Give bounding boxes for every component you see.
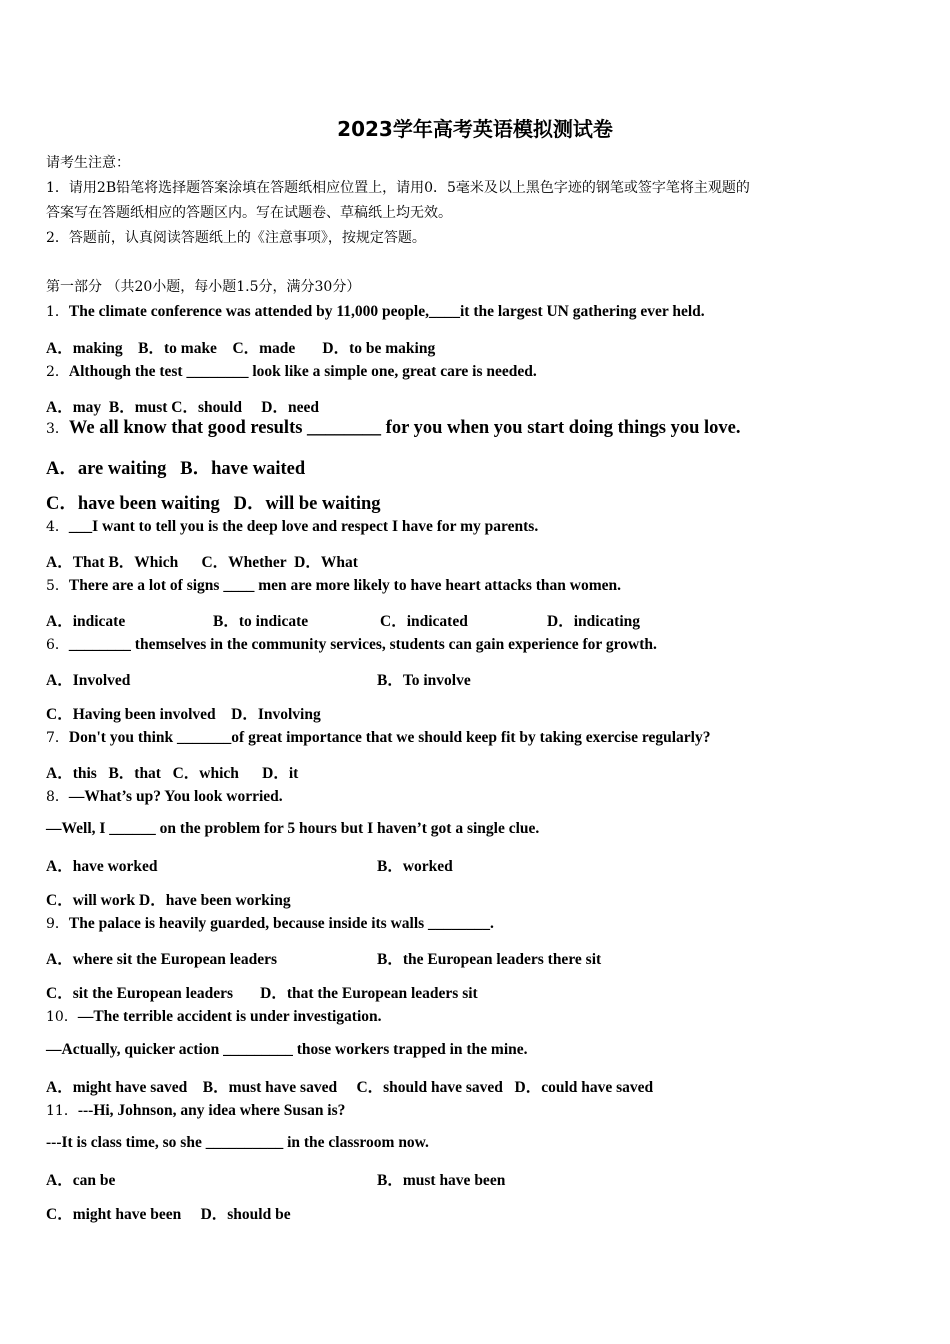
option-a: A．can be [46, 1172, 116, 1189]
question-7 [46, 727, 710, 747]
question-text: Although the test ________ look like a simple one, great care is needed. [68, 363, 537, 380]
question-3-options-cd [46, 489, 381, 515]
question-10-line-2: —Actually, quicker action _________ those workers trapped in the mine. [46, 1041, 528, 1058]
question-text: Don't you think _______of great importance that we should keep fit by taking exercise regularly? [68, 729, 711, 746]
question-text: There are a lot of signs ____ men are more likely to have heart attacks than women. [68, 577, 621, 594]
question-text: —The terrible accident is under investigation. [77, 1008, 382, 1025]
question-number: 4． [46, 519, 69, 535]
option-c-d: C．Having been involved D．Involving [46, 706, 321, 723]
option-c: C．have been waiting [46, 494, 220, 514]
question-number: 11． [46, 1103, 78, 1119]
notice-line-3: 2．答题前，认真阅读答题纸上的《注意事项》，按规定答题。 [46, 230, 426, 246]
option-c: C．indicated [380, 613, 468, 630]
question-1-options: A．making B．to make C．made D．to be making [46, 340, 436, 357]
question-number: 6． [46, 637, 69, 653]
option-b: B．To involve [377, 672, 471, 689]
option-a: A．indicate [46, 613, 126, 630]
question-9 [46, 913, 494, 933]
question-text: ___I want to tell you is the deep love and respect I have for my parents. [68, 518, 539, 535]
question-number: 9． [46, 916, 69, 932]
question-text: The climate conference was attended by 11,000 people,____it the largest UN gathering ever held. [68, 303, 705, 320]
question-10 [46, 1006, 382, 1026]
option-b: B．must have been [377, 1172, 506, 1189]
question-number: 5． [46, 578, 69, 594]
question-number: 10． [46, 1009, 78, 1025]
question-number: 7． [46, 730, 69, 746]
page-title: 2023学年高考英语模拟测试卷 [337, 117, 613, 141]
option-d: D．indicating [547, 613, 641, 630]
question-text: The palace is heavily guarded, because inside its walls ________. [68, 915, 494, 932]
option-c-d: C．will work D．have been working [46, 892, 291, 909]
question-10-options: A．might have saved B．must have saved C．should have saved D．could have saved [46, 1079, 654, 1096]
question-4 [46, 516, 538, 536]
question-8 [46, 786, 283, 806]
question-3-options-ab [46, 454, 305, 480]
question-11 [46, 1100, 345, 1120]
option-a: A．are waiting [46, 459, 167, 479]
section-heading: 第一部分 （共20小题，每小题1.5分，满分30分） [46, 279, 361, 295]
notice-line-2: 答案写在答题纸相应的答题区内。写在试题卷、草稿纸上均无效。 [46, 205, 452, 221]
question-7-options: A．this B．that C．which D．it [46, 765, 299, 782]
question-11-line-2: ---It is class time, so she __________ in the classroom now. [46, 1134, 429, 1151]
option-a: A．where sit the European leaders [46, 951, 278, 968]
option-c-d: C．sit the European leaders D．that the European leaders sit [46, 985, 478, 1002]
question-number: 1． [46, 304, 69, 320]
option-d: D．will be waiting [233, 494, 381, 514]
option-b: B．have waited [180, 459, 306, 479]
notice-heading: 请考生注意： [46, 155, 130, 171]
question-2-options: A．may B．must C．should D．need [46, 399, 320, 416]
option-a: A．Involved [46, 672, 131, 689]
option-b: B．worked [377, 858, 453, 875]
question-text: ________ themselves in the community services, students can gain experience for growth. [68, 636, 657, 653]
question-text: —What’s up? You look worried. [68, 788, 283, 805]
option-a: A．have worked [46, 858, 158, 875]
option-c-d: C．might have been D．should be [46, 1206, 291, 1223]
notice-line-1: 1．请用2B铅笔将选择题答案涂填在答题纸相应位置上，请用0．5毫米及以上黑色字迹的钢笔或签字笔将主观题的 [46, 180, 750, 196]
question-4-options: A．That B．Which C．Whether D．What [46, 554, 358, 571]
question-8-line-2: —Well, I ______ on the problem for 5 hours but I haven’t got a single clue. [46, 820, 540, 837]
question-number: 8． [46, 789, 69, 805]
question-text: ---Hi, Johnson, any idea where Susan is? [77, 1102, 346, 1119]
question-5 [46, 575, 621, 595]
option-b: B．the European leaders there sit [377, 951, 602, 968]
question-number: 3． [46, 421, 69, 437]
question-text: We all know that good results ________ for you when you start doing things you love. [68, 418, 741, 438]
question-6 [46, 634, 657, 654]
question-number: 2． [46, 364, 69, 380]
question-2 [46, 361, 537, 381]
question-1 [46, 301, 705, 321]
option-b: B．to indicate [213, 613, 309, 630]
question-3 [46, 418, 741, 439]
